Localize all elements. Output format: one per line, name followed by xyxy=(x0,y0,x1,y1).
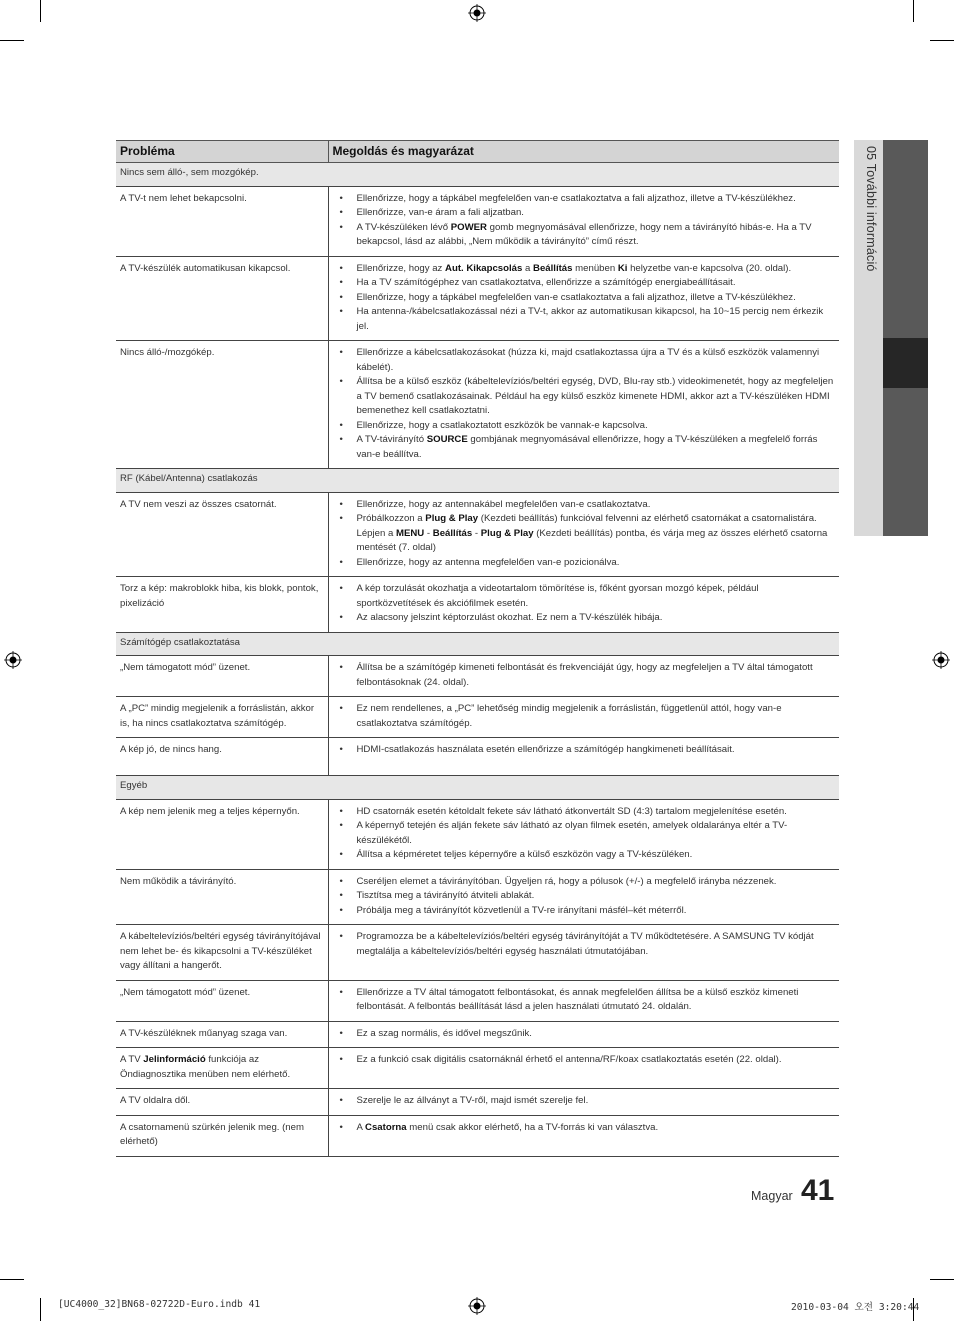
solution-item: • Állítsa be a számítógép kimeneti felbontását és frekvenciáját úgy, hogy az megfeleljen a TV által támogatott felbontásoknak (24. oldal). xyxy=(357,661,836,690)
solution-item: • Állítsa be a külső eszköz (kábeltelevíziós/beltéri egység, DVD, Blu-ray stb.) videokimenetét, hogy az megfeleljen a TV bemenő csatlakozásainak. Például ha egy külső eszköz kimenete HDMI, akkor azt a TV-készüléken HDMI bemenethez kell csatlakoztatni. xyxy=(357,375,836,419)
chapter-tab-bar xyxy=(883,388,928,536)
solution-item: • Állítsa a képméretet teljes képernyőre a külső eszközön vagy a TV-készüléken. xyxy=(357,848,836,863)
solution-cell xyxy=(328,492,839,577)
section-title: Egyéb xyxy=(116,776,839,800)
solution-list xyxy=(333,262,836,335)
solution-item: • Ellenőrizze, hogy a tápkábel megfelelően van-e csatlakoztatva a fali aljzathoz, illetve a TV-készülékhez. xyxy=(357,291,836,306)
problem-cell: A TV oldalra dől. xyxy=(116,1089,328,1116)
section-row xyxy=(116,632,839,656)
table-row xyxy=(116,980,839,1021)
solution-item: • Tisztítsa meg a távirányító átviteli ablakát. xyxy=(357,889,836,904)
table-row xyxy=(116,577,839,633)
solution-cell xyxy=(328,256,839,341)
solution-list xyxy=(333,1094,836,1109)
solution-cell xyxy=(328,799,839,869)
table-row xyxy=(116,925,839,981)
solution-cell xyxy=(328,186,839,256)
solution-item: • Ha antenna-/kábelcsatlakozással nézi a TV-t, akkor az automatikusan kikapcsol, ha 10~15 percig nem érkezik jel. xyxy=(357,305,836,334)
section-row xyxy=(116,469,839,493)
chapter-tab-bar xyxy=(883,140,928,338)
registration-mark-icon xyxy=(468,4,486,22)
solution-item: • Ellenőrizze, hogy a tápkábel megfelelően van-e csatlakoztatva a fali aljzathoz, illetve a TV-készülékhez. xyxy=(357,192,836,207)
solution-list xyxy=(333,661,836,690)
solution-item: • Ellenőrizze, hogy az antennakábel megfelelően van-e csatlakoztatva. xyxy=(357,498,836,513)
solution-list xyxy=(333,1027,836,1042)
crop-mark xyxy=(40,1298,41,1321)
table-row xyxy=(116,1115,839,1156)
solution-item: • Ez a szag normális, és idővel megszűnik. xyxy=(357,1027,836,1042)
column-header-solution: Megoldás és magyarázat xyxy=(328,141,839,163)
solution-list xyxy=(333,702,836,731)
solution-item: • HDMI-csatlakozás használata esetén ellenőrizze a számítógép hangkimeneti beállításait. xyxy=(357,743,836,758)
solution-cell xyxy=(328,980,839,1021)
problem-cell: A TV-készülék automatikusan kikapcsol. xyxy=(116,256,328,341)
solution-cell xyxy=(328,1115,839,1156)
solution-item: • Az alacsony jelszint képtorzulást okozhat. Ez nem a TV-készülék hibája. xyxy=(357,611,836,626)
solution-list xyxy=(333,582,836,626)
problem-cell: A „PC” mindig megjelenik a forráslistán, akkor is, ha nincs csatlakoztatva számítógép. xyxy=(116,697,328,738)
solution-item: • A kép torzulását okozhatja a videotartalom tömörítése is, főként gyorsan mozgó képek, például sportközvetítések és akciófilmek esetén. xyxy=(357,582,836,611)
solution-item: • Cseréljen elemet a távirányítóban. Ügyeljen rá, hogy a pólusok (+/-) a megfelelő irányba nézzenek. xyxy=(357,875,836,890)
solution-item: • Szerelje le az állványt a TV-ről, majd ismét szerelje fel. xyxy=(357,1094,836,1109)
registration-mark-icon xyxy=(932,651,950,669)
solution-item: • Ez a funkció csak digitális csatornáknál érhető el antenna/RF/koax csatlakoztatás esetén (22. oldal). xyxy=(357,1053,836,1068)
solution-cell xyxy=(328,1089,839,1116)
solution-cell xyxy=(328,925,839,981)
table-row xyxy=(116,869,839,925)
problem-cell: Nem működik a távirányító. xyxy=(116,869,328,925)
solution-item: • A Csatorna menü csak akkor elérhető, ha a TV-forrás ki van választva. xyxy=(357,1121,836,1136)
problem-cell: A kábeltelevíziós/beltéri egység távirányítójával nem lehet be- és kikapcsolni a TV-készüléket vagy állítani a hangerőt. xyxy=(116,925,328,981)
solution-item: • Ellenőrizze, hogy az antenna megfelelően van-e pozicionálva. xyxy=(357,556,836,571)
crop-mark xyxy=(913,0,914,22)
problem-cell: „Nem támogatott mód” üzenet. xyxy=(116,656,328,697)
crop-mark xyxy=(930,1279,954,1280)
solution-item: • A TV-távirányító SOURCE gombjának megnyomásával ellenőrizze, hogy a TV-készüléken a megfelelő forrás van-e beállítva. xyxy=(357,433,836,462)
solution-list xyxy=(333,1121,836,1136)
solution-item: • Ellenőrizze, hogy a csatlakoztatott eszközök be vannak-e kapcsolva. xyxy=(357,419,836,434)
solution-cell xyxy=(328,656,839,697)
footer-date: 2010-03-04 오전 3:20:44 xyxy=(791,1302,920,1313)
solution-item: • Próbálja meg a távirányítót közvetlenül a TV-re irányítani másfél–két méterről. xyxy=(357,904,836,919)
solution-list xyxy=(333,498,836,571)
problem-cell: A csatornamenü szürkén jelenik meg. (nem elérhető) xyxy=(116,1115,328,1156)
footer-file-info: [UC4000_32]BN68-02722D-Euro.indb 41 xyxy=(58,1299,261,1310)
solution-item: • Próbálkozzon a Plug & Play (Kezdeti beállítás) funkcióval felvenni az elérhető csatornákat a csatornalistára. Lépjen a MENU - Beállítás - Plug & Play (Kezdeti beállítás) pontba, és várja meg az összes elérhető csatorna mentését (7. oldal) xyxy=(357,512,836,556)
problem-cell: Nincs álló-/mozgókép. xyxy=(116,341,328,469)
crop-mark xyxy=(930,40,954,41)
table-row xyxy=(116,341,839,469)
table-row xyxy=(116,738,839,776)
solution-item: • Ez nem rendellenes, a „PC” lehetőség mindig megjelenik a forráslistán, függetlenül attól, hogy van-e csatlakoztatva számítógép. xyxy=(357,702,836,731)
solution-list xyxy=(333,930,836,959)
problem-cell: A kép jó, de nincs hang. xyxy=(116,738,328,776)
table-body xyxy=(116,163,839,1157)
registration-mark-icon xyxy=(4,651,22,669)
solution-item: • Ha a TV számítógéphez van csatlakoztatva, ellenőrizze a számítógép energiabeállításait. xyxy=(357,276,836,291)
solution-item: • A képernyő tetején és alján fekete sáv látható az olyan filmek esetén, amelyek oldalaránya eltér a TV-készülékétől. xyxy=(357,819,836,848)
table-header-row xyxy=(116,141,839,163)
crop-mark xyxy=(0,1279,24,1280)
chapter-tab-label: 05 További információ xyxy=(864,146,878,272)
solution-cell xyxy=(328,577,839,633)
solution-list xyxy=(333,875,836,919)
solution-cell xyxy=(328,869,839,925)
solution-cell xyxy=(328,1048,839,1089)
solution-item: • Ellenőrizze a TV által támogatott felbontásokat, és annak megfelelően állítsa be a külső eszköz kimeneti felbontását. A felbontás beállítását lásd a jelen használati útmutató 24. oldalán. xyxy=(357,986,836,1015)
table-row xyxy=(116,799,839,869)
solution-list xyxy=(333,805,836,863)
solution-cell xyxy=(328,341,839,469)
solution-item: • A TV-készüléken lévő POWER gomb megnyomásával ellenőrizze, hogy nem a távirányító hibás-e. Ha a TV bekapcsol, lásd az alábbi, „Nem működik a távirányító” című részt. xyxy=(357,221,836,250)
table-row xyxy=(116,1021,839,1048)
section-row xyxy=(116,163,839,187)
problem-cell: A TV nem veszi az összes csatornát. xyxy=(116,492,328,577)
table-row xyxy=(116,697,839,738)
troubleshooting-table xyxy=(116,140,839,1157)
table-row xyxy=(116,1048,839,1089)
page-number: 41 xyxy=(801,1174,835,1207)
problem-cell: A TV-t nem lehet bekapcsolni. xyxy=(116,186,328,256)
solution-cell xyxy=(328,697,839,738)
section-title: Nincs sem álló-, sem mozgókép. xyxy=(116,163,839,187)
section-title: RF (Kábel/Antenna) csatlakozás xyxy=(116,469,839,493)
chapter-tab-active-marker xyxy=(883,338,928,388)
page-language-label: Magyar xyxy=(751,1189,793,1203)
problem-cell: A TV Jelinformáció funkciója az Öndiagnosztika menüben nem elérhető. xyxy=(116,1048,328,1089)
table-row xyxy=(116,1089,839,1116)
solution-cell xyxy=(328,738,839,776)
solution-list xyxy=(333,986,836,1015)
solution-list xyxy=(333,346,836,462)
solution-item: • Ellenőrizze, van-e áram a fali aljzatban. xyxy=(357,206,836,221)
table-row xyxy=(116,186,839,256)
crop-mark xyxy=(40,0,41,22)
solution-item: • HD csatornák esetén kétoldalt fekete sáv látható átkonvertált SD (4:3) tartalom megjelenítése esetén. xyxy=(357,805,836,820)
problem-cell: Torz a kép: makroblokk hiba, kis blokk, pontok, pixelizáció xyxy=(116,577,328,633)
registration-mark-icon xyxy=(468,1297,486,1315)
solution-list xyxy=(333,192,836,250)
problem-cell: „Nem támogatott mód” üzenet. xyxy=(116,980,328,1021)
section-title: Számítógép csatlakoztatása xyxy=(116,632,839,656)
solution-cell xyxy=(328,1021,839,1048)
column-header-problem: Probléma xyxy=(116,141,328,163)
solution-item: • Ellenőrizze, hogy az Aut. Kikapcsolás a Beállítás menüben Ki helyzetbe van-e kapcsolva (20. oldal). xyxy=(357,262,836,277)
section-row xyxy=(116,776,839,800)
solution-item: • Ellenőrizze a kábelcsatlakozásokat (húzza ki, majd csatlakoztassa újra a TV és a külső eszközök valamennyi kábelét). xyxy=(357,346,836,375)
solution-item: • Programozza be a kábeltelevíziós/beltéri egység távirányítóját a TV működtetésére. A SAMSUNG TV kódját megtalálja a kábeltelevíziós/beltéri egység használati útmutatójában. xyxy=(357,930,836,959)
table-row xyxy=(116,492,839,577)
solution-list xyxy=(333,743,836,758)
crop-mark xyxy=(0,40,24,41)
table-row xyxy=(116,256,839,341)
solution-list xyxy=(333,1053,836,1068)
problem-cell: A kép nem jelenik meg a teljes képernyőn. xyxy=(116,799,328,869)
table-row xyxy=(116,656,839,697)
problem-cell: A TV-készüléknek műanyag szaga van. xyxy=(116,1021,328,1048)
